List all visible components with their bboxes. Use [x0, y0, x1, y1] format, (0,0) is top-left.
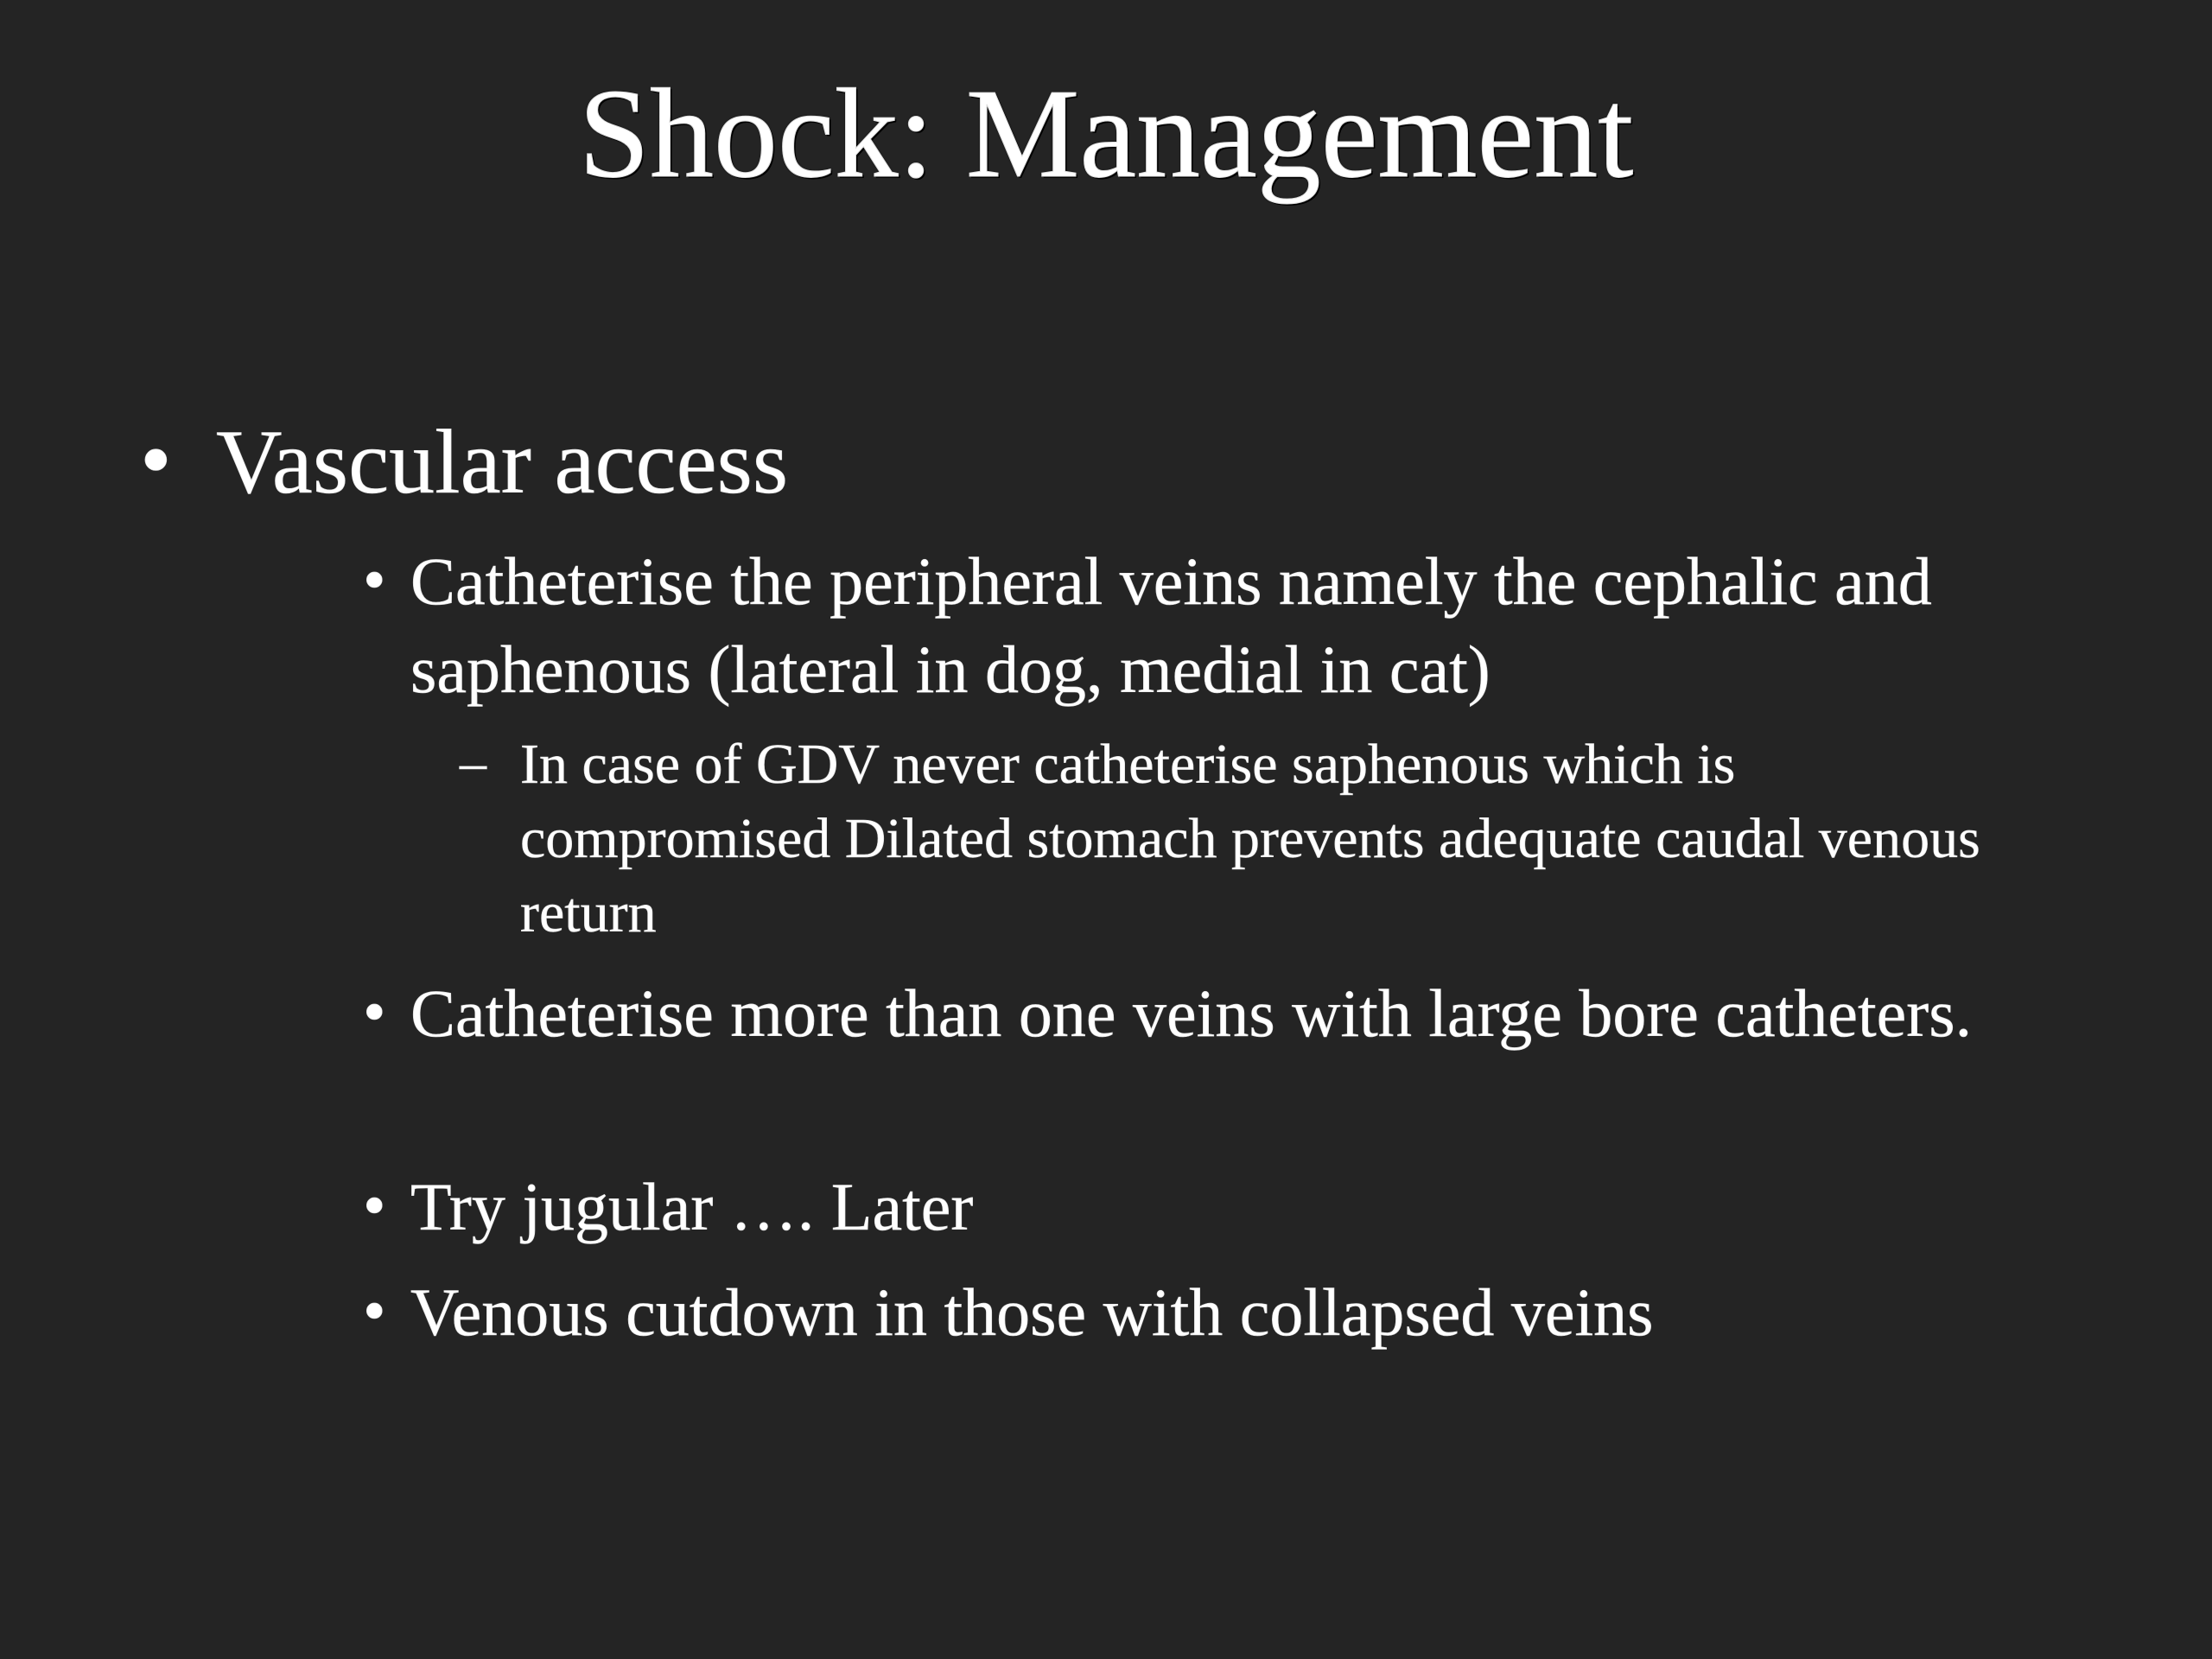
- bullet-text: Catheterise the peripheral veins namely the cephalic and saphenous (lateral in dog, medial in cat): [410, 543, 1932, 707]
- bullet-item-multiple-veins: [359, 969, 2052, 1058]
- bullet-item-peripheral-veins: [359, 537, 2052, 714]
- bullet-item-jugular: [359, 1163, 2052, 1251]
- sub-item-gdv-note: [460, 728, 2041, 950]
- bullet-text: In case of GDV never catheterise saphenous which is compromised Dilated stomach prevents adequate caudal venous return: [520, 733, 1980, 944]
- bullet-item-vascular-access: [134, 406, 2031, 518]
- bullet-text: Catheterise more than one veins with large bore catheters.: [410, 976, 1973, 1051]
- slide-title: Shock: Management: [578, 63, 1634, 205]
- bullet-text: Venous cutdown in those with collapsed veins: [410, 1274, 1654, 1350]
- bullet-text: Try jugular …. Later: [410, 1169, 974, 1244]
- bullet-dot-icon: •: [359, 1175, 391, 1238]
- bullet-text: Vascular access: [216, 411, 789, 512]
- dash-icon: –: [460, 734, 486, 792]
- bullet-dot-icon: •: [359, 982, 391, 1045]
- bullet-dot-icon: •: [359, 1281, 391, 1344]
- bullet-item-venous-cutdown: [359, 1268, 2052, 1357]
- bullet-dot-icon: •: [134, 419, 178, 505]
- bullet-dot-icon: •: [359, 550, 391, 613]
